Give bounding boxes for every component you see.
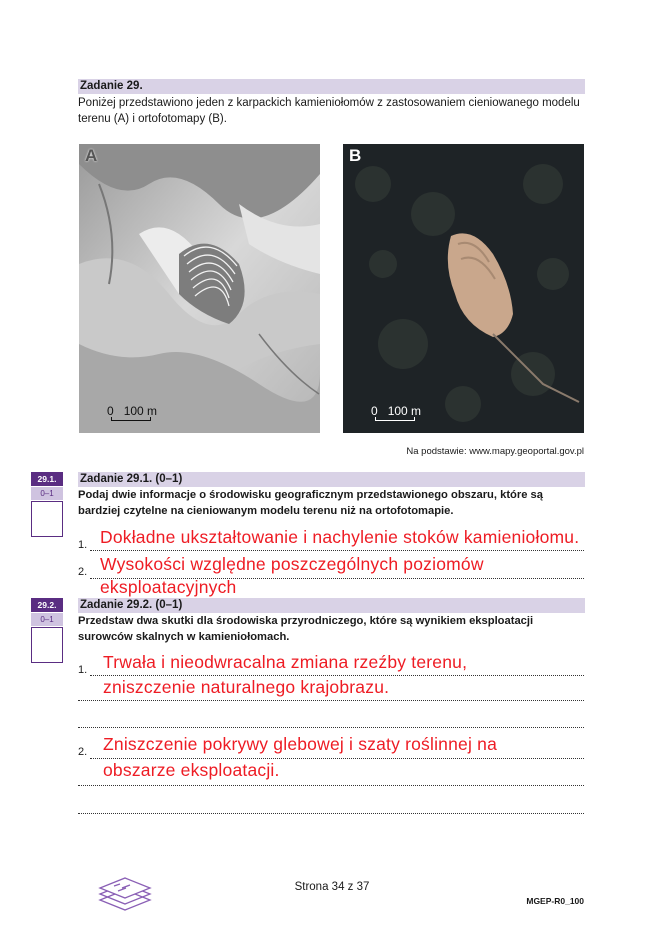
task-intro: Poniżej przedstawiono jeden z karpackich kamieniołomów z zastosowaniem cieniowanego modelu terenu (A) i ortofotomapy (B).: [78, 97, 580, 125]
handwritten-answer: Trwała i nieodwracalna zmiana rzeźby terenu,: [103, 652, 468, 672]
score-box[interactable]: [31, 501, 63, 537]
scale-bar: [375, 417, 415, 421]
scale-label: 0 100 m: [371, 404, 422, 418]
image-a-label: A: [85, 146, 98, 165]
handwritten-answer: eksploatacyjnych: [100, 577, 237, 597]
answer-line: [78, 813, 584, 814]
score-number: 29.1.: [31, 472, 63, 486]
scale-label: 0 100 m: [107, 404, 158, 418]
source-note: Na podstawie: www.mapy.geoportal.gov.pl: [406, 446, 584, 457]
answer-line: [78, 727, 584, 728]
handwritten-answer: zniszczenie naturalnego krajobrazu.: [103, 677, 390, 697]
answer-line: [78, 700, 584, 701]
answer-line: [78, 785, 584, 786]
subtask-question: Przedstaw dwa skutki dla środowiska przyrodniczego, które są wynikiem eksploatacji surowców skalnych w kamieniołomach.: [78, 615, 534, 643]
handwritten-answer: Zniszczenie pokrywy glebowej i szaty roślinnej na: [103, 734, 497, 754]
score-box[interactable]: [31, 627, 63, 663]
stack-logo-icon: [96, 872, 154, 919]
score-range: 0–1: [31, 613, 63, 626]
subtask-question: Podaj dwie informacje o środowisku geograficznym przedstawionego obszaru, które są bardziej czytelne na cieniowanym modelu terenu niż na ortofotomapie.: [78, 489, 544, 517]
score-number: 29.2.: [31, 598, 63, 612]
exam-code: MGEP-R0_100: [526, 896, 584, 906]
handwritten-answer: obszarze eksploatacji.: [103, 760, 280, 780]
task-header: Zadanie 29.: [78, 79, 585, 94]
answer-number: 2.: [78, 746, 88, 758]
answer-number: 1.: [78, 664, 88, 676]
orthophoto-image: [343, 144, 584, 433]
image-b-label: B: [349, 146, 362, 165]
page-number: Strona 34 z 37: [294, 881, 370, 893]
handwritten-answer: Dokładne ukształtowanie i nachylenie stoków kamieniołomu.: [100, 527, 580, 547]
answer-line: [90, 550, 584, 551]
handwritten-answer: Wysokości względne poszczególnych poziomów: [100, 554, 484, 574]
score-range: 0–1: [31, 487, 63, 500]
subtask-header: Zadanie 29.2. (0–1): [78, 598, 585, 613]
scale-bar: [111, 417, 151, 421]
shaded-relief-image: [79, 144, 320, 433]
answer-number: 2.: [78, 566, 88, 578]
answer-number: 1.: [78, 539, 88, 551]
subtask-header: Zadanie 29.1. (0–1): [78, 472, 585, 487]
